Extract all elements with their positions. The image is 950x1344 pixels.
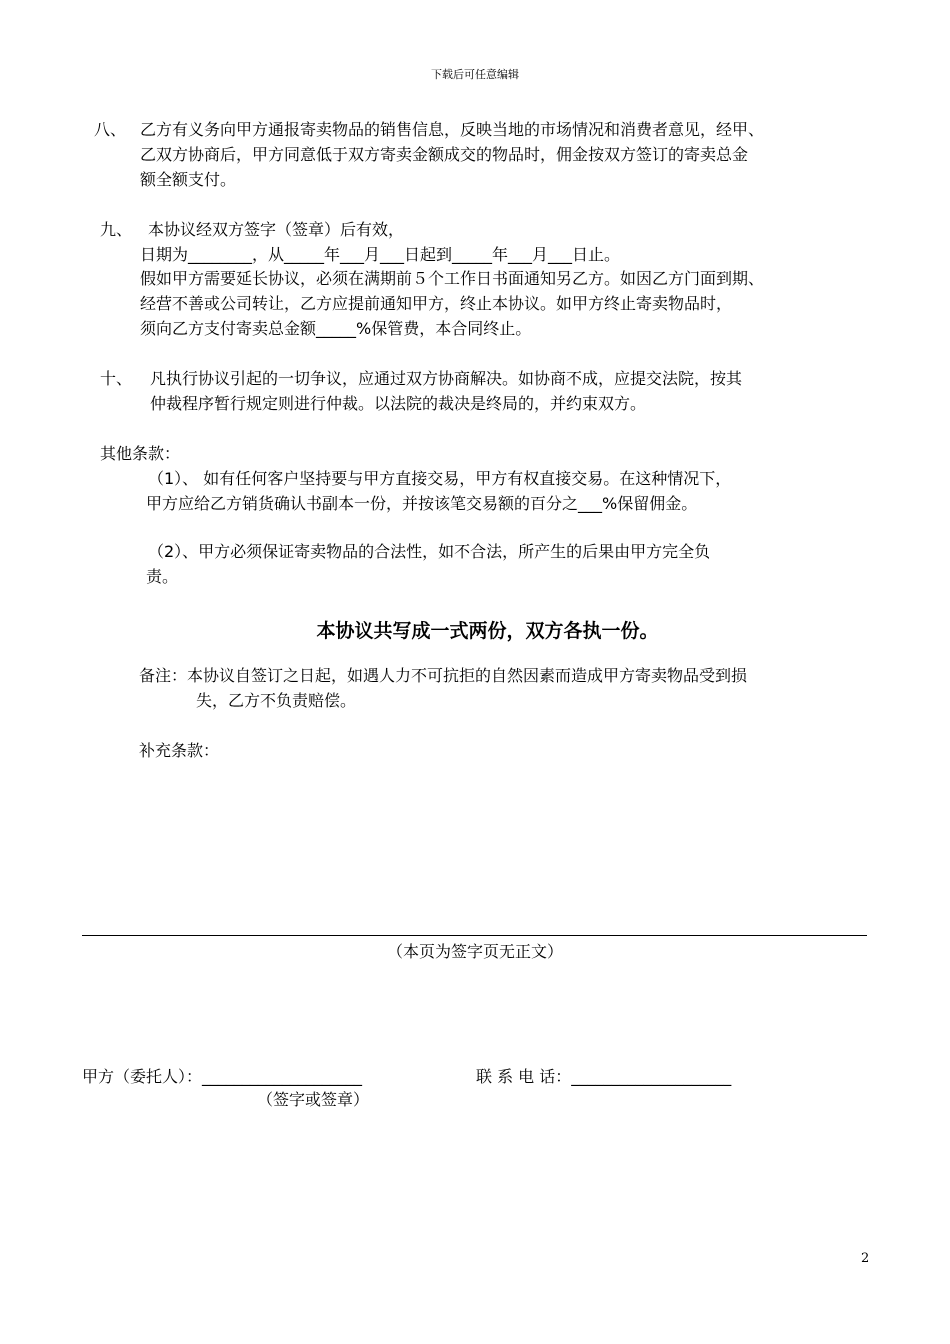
signature-divider: [82, 935, 867, 936]
clause-10-line-1: 凡执行协议引起的一切争议，应通过双方协商解决。如协商不成，应提交法院，按其: [150, 369, 743, 388]
clause-9-line-4: 经营不善或公司转让，乙方应提前通知甲方，终止本协议。如甲方终止寄卖物品时，: [140, 294, 733, 313]
other-terms-title: 其他条款：: [100, 444, 181, 463]
clause-8-line-2: 乙双方协商后，甲方同意低于双方寄卖金额成交的物品时，佣金按双方签订的寄卖总金: [140, 145, 749, 164]
signature-page-note: （本页为签字页无正文）: [386, 942, 563, 961]
clause-8-line-3: 额全额支付。: [140, 170, 237, 189]
sign-hint: （签字或签章）: [257, 1090, 370, 1109]
clause-9-number: 九、: [100, 220, 133, 239]
clause-10-number: 十、: [100, 369, 133, 388]
clause-8-number: 八、: [94, 120, 127, 139]
remark-line-1: 备注：本协议自签订之日起，如遇人力不可抗拒的自然因素而造成甲方寄卖物品受到损: [139, 666, 748, 685]
supplement-label: 补充条款：: [139, 741, 220, 760]
party-a-signature-field[interactable]: 甲方（委托人）：____________________: [82, 1067, 363, 1086]
other-terms-item-2-line-2: 责。: [146, 567, 179, 586]
other-terms-item-1-line-1: （1）、 如有任何客户坚持要与甲方直接交易，甲方有权直接交易。在这种情况下，: [148, 469, 732, 488]
header-note: 下载后可任意编辑: [431, 68, 519, 81]
copies-statement: 本协议共写成一式两份，双方各执一份。: [316, 620, 659, 642]
clause-9-line-2: 日期为________，从_____年___月___日起到_____年___月___日止。: [140, 245, 621, 264]
clause-9-line-5: 须向乙方支付寄卖总金额_____%保管费，本合同终止。: [140, 319, 532, 338]
clause-10-line-2: 仲裁程序暂行规定则进行仲裁。以法院的裁决是终局的，并约束双方。: [150, 394, 647, 413]
clause-9-line-1: 本协议经双方签字（签章）后有效，: [148, 220, 405, 239]
clause-8-line-1: 乙方有义务向甲方通报寄卖物品的销售信息，反映当地的市场情况和消费者意见，经甲、: [140, 120, 765, 139]
phone-field[interactable]: 联 系 电 话：____________________: [476, 1067, 732, 1086]
page-number: 2: [861, 1251, 870, 1266]
other-terms-item-1-line-2: 甲方应给乙方销货确认书副本一份，并按该笔交易额的百分之___%保留佣金。: [146, 494, 698, 513]
remark-line-2: 失，乙方不负责赔偿。: [196, 691, 357, 710]
clause-9-line-3: 假如甲方需要延长协议，必须在满期前５个工作日书面通知另乙方。如因乙方门面到期、: [140, 269, 765, 288]
other-terms-item-2-line-1: （2）、甲方必须保证寄卖物品的合法性，如不合法，所产生的后果由甲方完全负: [148, 542, 711, 561]
